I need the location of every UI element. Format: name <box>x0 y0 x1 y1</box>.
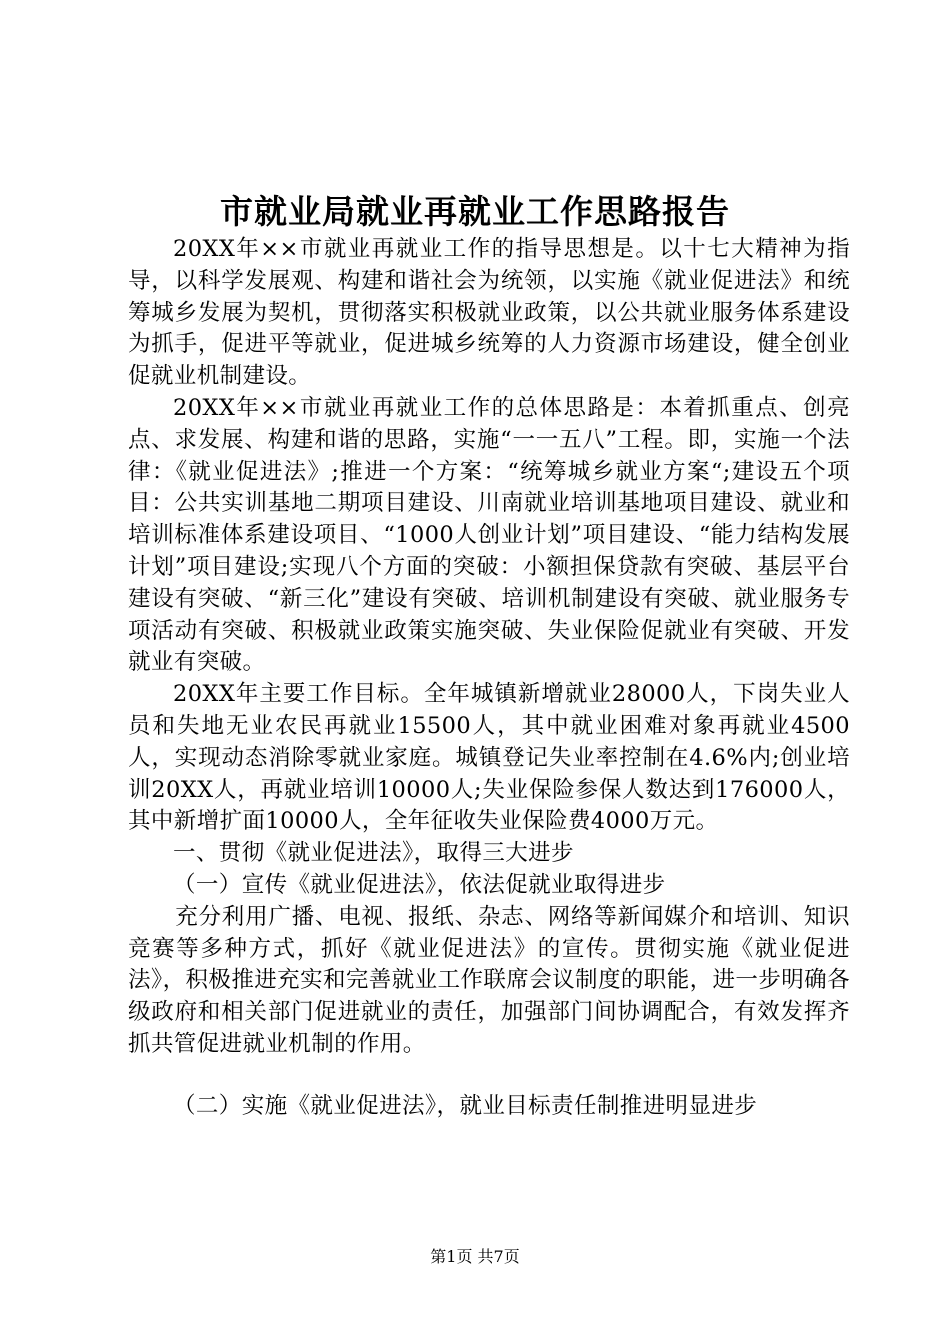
paragraph-spacer <box>128 1061 850 1091</box>
paragraph-publicity: 充分利用广播、电视、报纸、杂志、网络等新闻媒介和培训、知识竞赛等多种方式，抓好《就业促进法》的宣传。贯彻实施《就业促进法》，积极推进充实和完善就业工作联席会议制度的职能，进一步明确各级政府和相关部门促进就业的责任，加强部门间协调配合，有效发挥齐抓共管促进就业机制的作用。 <box>128 903 850 1057</box>
document-body <box>128 234 850 1123</box>
subsection-heading-1: （一）宣传《就业促进法》，依法促就业取得进步 <box>173 871 666 898</box>
paragraph-guiding-ideology: 20XX年××市就业再就业工作的指导思想是。以十七大精神为指导，以科学发展观、构建和谐社会为统领，以实施《就业促进法》和统筹城乡发展为契机，贯彻落实积极就业政策，以公共就业服务体系建设为抓手，促进平等就业，促进城乡统筹的人力资源市场建设，健全创业促就业机制建设。 <box>128 236 850 390</box>
subsection-heading-2: （二）实施《就业促进法》，就业目标责任制推进明显进步 <box>173 1092 758 1119</box>
paragraph-overall-approach: 20XX年××市就业再就业工作的总体思路是：本着抓重点、创亮点、求发展、构建和谐的思路，实施“一一五八”工程。即，实施一个法律：《就业促进法》;推进一个方案：“统筹城乡就业方案“;建设五个项目：公共实训基地二期项目建设、川南就业培训基地项目建设、就业和培训标准体系建设项目、“1000人创业计划”项目建设、“能力结构发展计划”项目建设;实现八个方面的突破：小额担保贷款有突破、基层平台建设有突破、“新三化”建设有突破、培训机制建设有突破、就业服务专项活动有突破、积极就业政策实施突破、失业保险促就业有突破、开发就业有突破。 <box>128 394 850 676</box>
section-heading-1: 一、贯彻《就业促进法》，取得三大进步 <box>173 840 574 867</box>
document-title: 市就业局就业再就业工作思路报告 <box>220 192 730 231</box>
page-number-footer: 第1页 共7页 <box>430 1247 520 1266</box>
paragraph-main-targets: 20XX年主要工作目标。全年城镇新增就业28000人，下岗失业人员和失地无业农民再就业15500人，其中就业困难对象再就业4500人，实现动态消除零就业家庭。城镇登记失业率控制在4.6%内;创业培训20XX人，再就业培训10000人;失业保险参保人数达到176000人，其中新增扩面10000人，全年征收失业保险费4000万元。 <box>128 681 850 835</box>
